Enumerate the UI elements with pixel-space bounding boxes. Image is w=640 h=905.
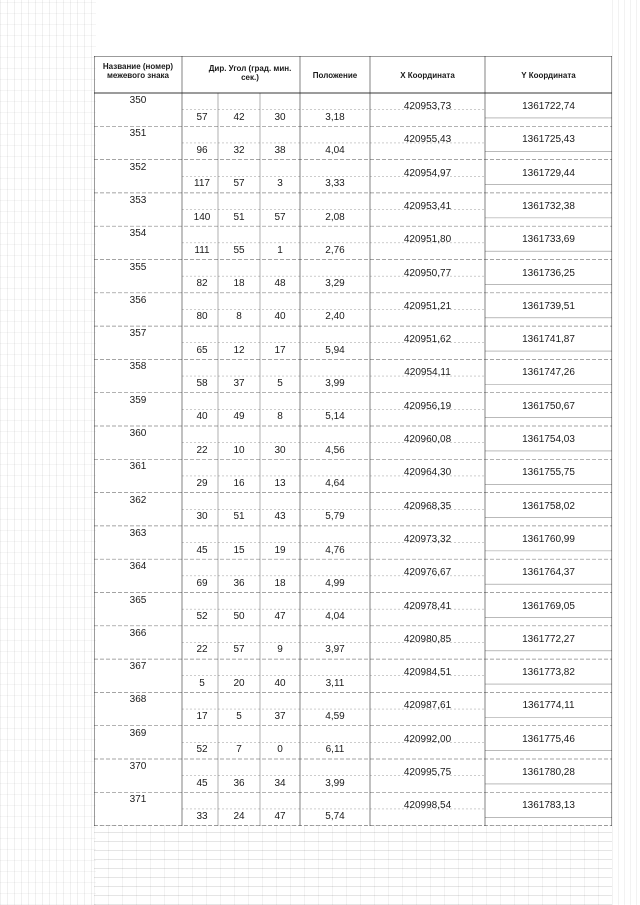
point-name: 363 <box>129 527 147 539</box>
segment-distance: 3,99 <box>325 777 345 789</box>
angle-degrees: 82 <box>196 278 208 290</box>
segment-distance: 5,14 <box>325 411 345 423</box>
y-coordinate: 1361733,69 <box>522 234 575 246</box>
segment-distance: 5,74 <box>325 810 345 822</box>
angle-seconds: 8 <box>277 411 283 423</box>
angle-degrees: 22 <box>196 644 208 656</box>
point-name: 354 <box>129 228 147 240</box>
angle-seconds: 19 <box>274 544 286 556</box>
angle-degrees: 69 <box>196 577 208 589</box>
angle-minutes: 55 <box>233 244 245 256</box>
x-coordinate: 420954,11 <box>404 367 451 379</box>
y-coordinate: 1361732,38 <box>522 200 575 212</box>
point-name: 367 <box>129 661 147 673</box>
segment-distance: 3,33 <box>325 178 345 190</box>
angle-seconds: 0 <box>277 744 283 756</box>
point-name: 350 <box>129 95 147 106</box>
angle-degrees: 117 <box>194 178 210 190</box>
angle-seconds: 40 <box>274 311 286 323</box>
point-name: 352 <box>129 161 147 173</box>
angle-seconds: 1 <box>277 244 283 256</box>
angle-degrees: 52 <box>196 744 208 756</box>
header-y-coordinate: Y Координата <box>521 71 576 80</box>
segment-distance: 4,04 <box>325 144 345 156</box>
x-coordinate: 420954,97 <box>403 167 452 179</box>
angle-seconds: 37 <box>274 711 286 723</box>
x-coordinate: 420960,08 <box>403 434 452 445</box>
y-coordinate: 1361754,03 <box>522 434 575 445</box>
x-coordinate: 420956,19 <box>403 400 452 412</box>
angle-minutes: 12 <box>233 344 245 356</box>
segment-distance: 4,59 <box>325 711 345 723</box>
x-coordinate: 420951,62 <box>403 334 452 346</box>
point-name: 357 <box>129 328 147 340</box>
segment-distance: 3,97 <box>325 644 345 656</box>
angle-minutes: 49 <box>233 411 245 423</box>
segment-distance: 4,99 <box>325 577 345 589</box>
point-name: 368 <box>129 694 147 706</box>
angle-seconds: 3 <box>277 178 283 190</box>
angle-degrees: 29 <box>196 477 208 489</box>
y-coordinate: 1361725,43 <box>522 134 575 146</box>
y-coordinate: 1361755,75 <box>522 467 575 479</box>
angle-seconds: 38 <box>274 144 286 156</box>
y-coordinate: 1361736,25 <box>522 267 575 279</box>
angle-minutes: 7 <box>236 744 242 756</box>
angle-degrees: 22 <box>196 444 208 456</box>
angle-minutes: 8 <box>236 311 242 323</box>
angle-degrees: 57 <box>196 111 208 123</box>
angle-seconds: 34 <box>274 777 286 789</box>
y-coordinate: 1361780,28 <box>522 767 575 778</box>
angle-minutes: 32 <box>233 144 245 156</box>
segment-distance: 5,94 <box>325 344 345 356</box>
angle-seconds: 30 <box>274 444 286 456</box>
angle-degrees: 17 <box>196 711 208 723</box>
y-coordinate: 1361739,51 <box>522 300 575 312</box>
segment-distance: 5,79 <box>325 511 345 523</box>
x-coordinate: 420980,85 <box>403 633 452 645</box>
angle-minutes: 18 <box>233 278 245 290</box>
angle-seconds: 43 <box>274 511 286 523</box>
segment-distance: 4,56 <box>325 444 345 456</box>
angle-minutes: 51 <box>233 511 245 523</box>
angle-minutes: 36 <box>233 777 245 789</box>
angle-minutes: 20 <box>233 677 245 689</box>
angle-degrees: 30 <box>196 511 208 523</box>
scan-noise-right-margin <box>612 0 640 905</box>
angle-seconds: 47 <box>274 810 286 822</box>
point-name: 371 <box>129 794 147 806</box>
angle-degrees: 33 <box>196 810 208 822</box>
angle-minutes: 36 <box>233 577 245 589</box>
angle-degrees: 65 <box>196 344 208 356</box>
y-coordinate: 1361722,74 <box>522 101 575 112</box>
point-name: 370 <box>129 761 147 772</box>
angle-degrees: 96 <box>196 144 208 156</box>
point-name: 361 <box>129 461 147 473</box>
y-coordinate: 1361772,27 <box>522 633 575 645</box>
point-name: 365 <box>129 594 147 606</box>
segment-distance: 3,11 <box>325 677 345 689</box>
segment-distance: 3,99 <box>325 378 345 390</box>
header-name: Название (номер) межевого знака <box>102 62 174 80</box>
y-coordinate: 1361775,46 <box>522 733 575 745</box>
point-name: 351 <box>129 128 147 140</box>
point-name: 366 <box>129 627 147 639</box>
angle-minutes: 5 <box>236 711 242 723</box>
angle-seconds: 18 <box>274 577 286 589</box>
segment-distance: 2,08 <box>325 211 345 223</box>
angle-degrees: 58 <box>196 378 208 390</box>
x-coordinate: 420984,51 <box>403 667 452 679</box>
boundary-marks-table <box>94 56 612 826</box>
point-name: 355 <box>129 261 147 273</box>
scan-noise-left-margin <box>0 0 96 905</box>
point-name: 356 <box>129 294 147 306</box>
point-name: 369 <box>129 727 147 739</box>
y-coordinate: 1361741,87 <box>522 334 575 346</box>
header-distance: Положение <box>312 71 358 80</box>
angle-minutes: 50 <box>233 611 245 623</box>
y-coordinate: 1361769,05 <box>522 600 575 612</box>
y-coordinate: 1361774,11 <box>522 700 575 712</box>
angle-degrees: 45 <box>196 544 208 556</box>
x-coordinate: 420953,41 <box>403 200 452 212</box>
x-coordinate: 420976,67 <box>403 567 452 579</box>
angle-minutes: 57 <box>233 644 245 656</box>
angle-degrees: 5 <box>199 677 205 689</box>
angle-degrees: 111 <box>194 244 210 256</box>
x-coordinate: 420992,00 <box>403 733 452 745</box>
angle-seconds: 47 <box>274 611 286 623</box>
x-coordinate: 420973,32 <box>403 533 452 545</box>
x-coordinate: 420953,73 <box>403 101 452 112</box>
angle-minutes: 24 <box>233 810 245 822</box>
x-coordinate: 420951,21 <box>403 300 452 312</box>
angle-minutes: 10 <box>233 444 245 456</box>
y-coordinate: 1361760,99 <box>522 533 575 545</box>
x-coordinate: 420998,54 <box>403 800 452 812</box>
point-name: 359 <box>129 394 147 406</box>
point-name: 358 <box>129 361 147 373</box>
angle-minutes: 15 <box>233 544 245 556</box>
segment-distance: 2,76 <box>325 244 345 256</box>
angle-seconds: 17 <box>274 344 286 356</box>
x-coordinate: 420955,43 <box>403 134 452 146</box>
angle-seconds: 40 <box>274 677 286 689</box>
angle-seconds: 57 <box>274 211 286 223</box>
segment-distance: 3,18 <box>325 111 345 123</box>
x-coordinate: 420964,30 <box>403 467 452 479</box>
point-name: 353 <box>129 194 147 206</box>
x-coordinate: 420950,77 <box>403 267 452 279</box>
angle-minutes: 57 <box>233 178 245 190</box>
angle-minutes: 42 <box>233 111 245 123</box>
y-coordinate: 1361729,44 <box>522 167 575 179</box>
angle-minutes: 51 <box>233 211 245 223</box>
y-coordinate: 1361783,13 <box>522 800 575 812</box>
angle-seconds: 13 <box>274 477 286 489</box>
segment-distance: 4,04 <box>325 611 345 623</box>
x-coordinate: 420987,61 <box>403 700 452 712</box>
y-coordinate: 1361758,02 <box>522 500 575 512</box>
angle-degrees: 45 <box>196 777 208 789</box>
angle-seconds: 5 <box>277 378 283 390</box>
angle-seconds: 48 <box>274 278 286 290</box>
x-coordinate: 420968,35 <box>403 500 452 512</box>
point-name: 364 <box>129 561 147 573</box>
angle-degrees: 140 <box>193 211 211 223</box>
scan-bleedthrough-bottom <box>94 826 612 905</box>
x-coordinate: 420995,75 <box>403 767 452 778</box>
angle-minutes: 16 <box>233 477 245 489</box>
y-coordinate: 1361773,82 <box>522 667 575 679</box>
angle-minutes: 37 <box>233 378 245 390</box>
x-coordinate: 420978,41 <box>403 600 452 612</box>
segment-distance: 3,29 <box>325 278 345 290</box>
angle-degrees: 80 <box>196 311 208 323</box>
angle-seconds: 9 <box>277 644 283 656</box>
segment-distance: 6,11 <box>325 744 345 756</box>
y-coordinate: 1361747,26 <box>522 367 575 379</box>
y-coordinate: 1361764,37 <box>522 567 575 579</box>
segment-distance: 4,64 <box>325 477 345 489</box>
x-coordinate: 420951,80 <box>403 234 452 246</box>
header-angle: Дир. Угол (град. мин. сек.) <box>208 64 292 82</box>
angle-seconds: 30 <box>274 111 286 123</box>
y-coordinate: 1361750,67 <box>522 400 575 412</box>
angle-degrees: 52 <box>196 611 208 623</box>
segment-distance: 4,76 <box>325 544 345 556</box>
header-x-coordinate: X Координата <box>400 71 455 80</box>
segment-distance: 2,40 <box>325 311 345 323</box>
point-name: 360 <box>129 428 147 439</box>
point-name: 362 <box>129 494 147 506</box>
angle-degrees: 40 <box>196 411 208 423</box>
